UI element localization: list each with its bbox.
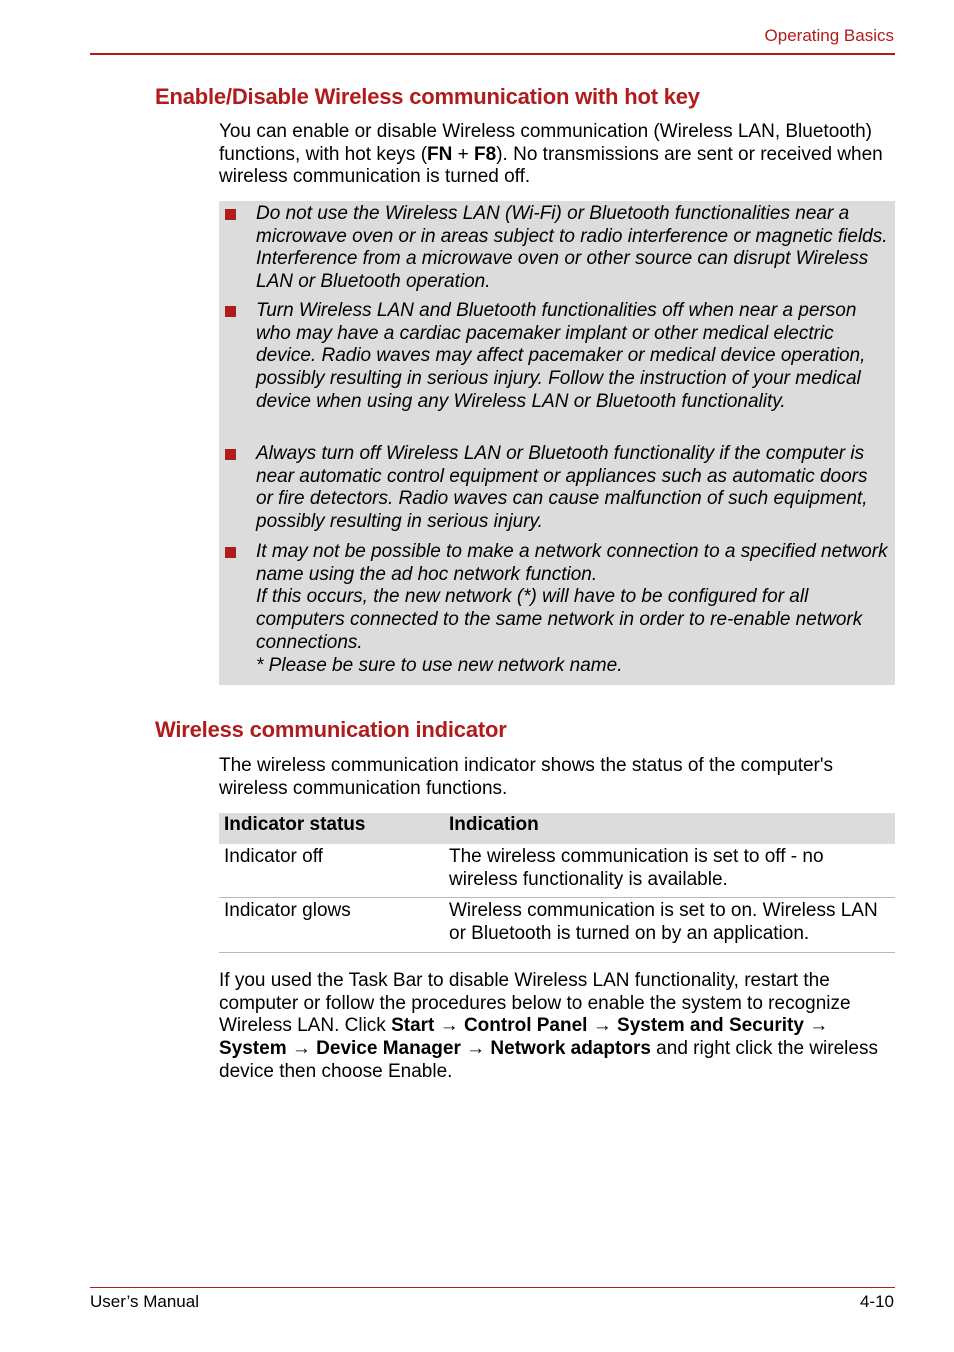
table-header-row <box>219 813 895 844</box>
table-cell-status: Indicator off <box>219 844 444 898</box>
column-header: Indication <box>444 813 895 844</box>
note-text: It may not be possible to make a network connection to a specified network name using the ad hoc network function. If this occurs, the new network (*) will have to be configured for all computers connected to the same network in order to re-enable network connections. * Please be sure to use new network name. <box>256 541 888 676</box>
bullet-square-icon <box>225 547 236 558</box>
arrow-icon: → <box>587 1015 618 1037</box>
caution-note-box <box>219 201 895 685</box>
menu-path-step: Device Manager <box>316 1038 461 1060</box>
footer-rule <box>90 1287 895 1288</box>
indicator-intro-paragraph: The wireless communication indicator shows the status of the computer's wireless communication functions. <box>219 755 834 799</box>
running-header: Operating Basics <box>764 26 894 45</box>
section-title-indicator: Wireless communication indicator <box>155 717 507 742</box>
bullet-square-icon <box>225 306 236 317</box>
table-cell-status: Indicator glows <box>219 898 444 952</box>
key-f8: F8 <box>474 143 497 165</box>
table-row <box>219 844 895 898</box>
arrow-icon: → <box>434 1015 464 1037</box>
menu-path-step: Network adaptors <box>490 1038 651 1060</box>
arrow-icon: → <box>460 1038 491 1060</box>
hotkey-intro-paragraph: You can enable or disable Wireless communication (Wireless LAN, Bluetooth) functions, with hot keys (FN + F8). No transmissions are sent or received when wireless communication is turned off. <box>219 121 883 188</box>
note-text: Do not use the Wireless LAN (Wi-Fi) or Bluetooth functionalities near a microwave oven or in areas subject to radio interference or magnetic fields. Interference from a microwave oven or other source can disrupt Wireless LAN or Bluetooth operation. <box>256 203 888 293</box>
arrow-icon: → <box>803 1015 829 1037</box>
menu-path-step: System <box>219 1038 287 1060</box>
header-rule <box>90 53 895 55</box>
indicator-table <box>219 813 895 953</box>
note-text: Turn Wireless LAN and Bluetooth functionalities off when near a person who may have a cardiac pacemaker implant or other medical electric device. Radio waves may affect pacemaker or medical device operation, possibly resulting in serious injury. Follow the instruction of your medical device when using any Wireless LAN or Bluetooth functionality. <box>256 300 866 412</box>
note-text: Always turn off Wireless LAN or Bluetooth functionality if the computer is near automatic control equipment or appliances such as automatic doors or fire detectors. Radio waves can cause malfunction of such equipment, possibly resulting in serious injury. <box>256 443 868 533</box>
table-cell-indication: The wireless communication is set to off - no wireless functionality is available. <box>444 844 895 898</box>
footer-page-number: 4-10 <box>859 1292 894 1311</box>
section-title-hotkey: Enable/Disable Wireless communication with hot key <box>155 84 700 109</box>
bullet-square-icon <box>225 449 236 460</box>
menu-path-step: Control Panel <box>463 1015 588 1037</box>
closing-paragraph: If you used the Task Bar to disable Wireless LAN functionality, restart the computer or follow the procedures below to enable the system to recognize Wireless LAN. Click Start → Control Panel → System and Security → System → Device Manager → Network adaptors and right click the wireless device then choose Enable. <box>219 970 878 1082</box>
menu-path-step: System and Security <box>617 1015 804 1037</box>
footer-manual-label: User’s Manual <box>90 1292 199 1311</box>
table-row <box>219 898 895 952</box>
table-cell-indication: Wireless communication is set to on. Wireless LAN or Bluetooth is turned on by an application. <box>444 898 895 952</box>
column-header: Indicator status <box>219 813 444 844</box>
arrow-icon: → <box>286 1038 317 1060</box>
key-fn: FN <box>427 143 453 165</box>
bullet-square-icon <box>225 209 236 220</box>
menu-path-step: Start <box>391 1015 435 1037</box>
